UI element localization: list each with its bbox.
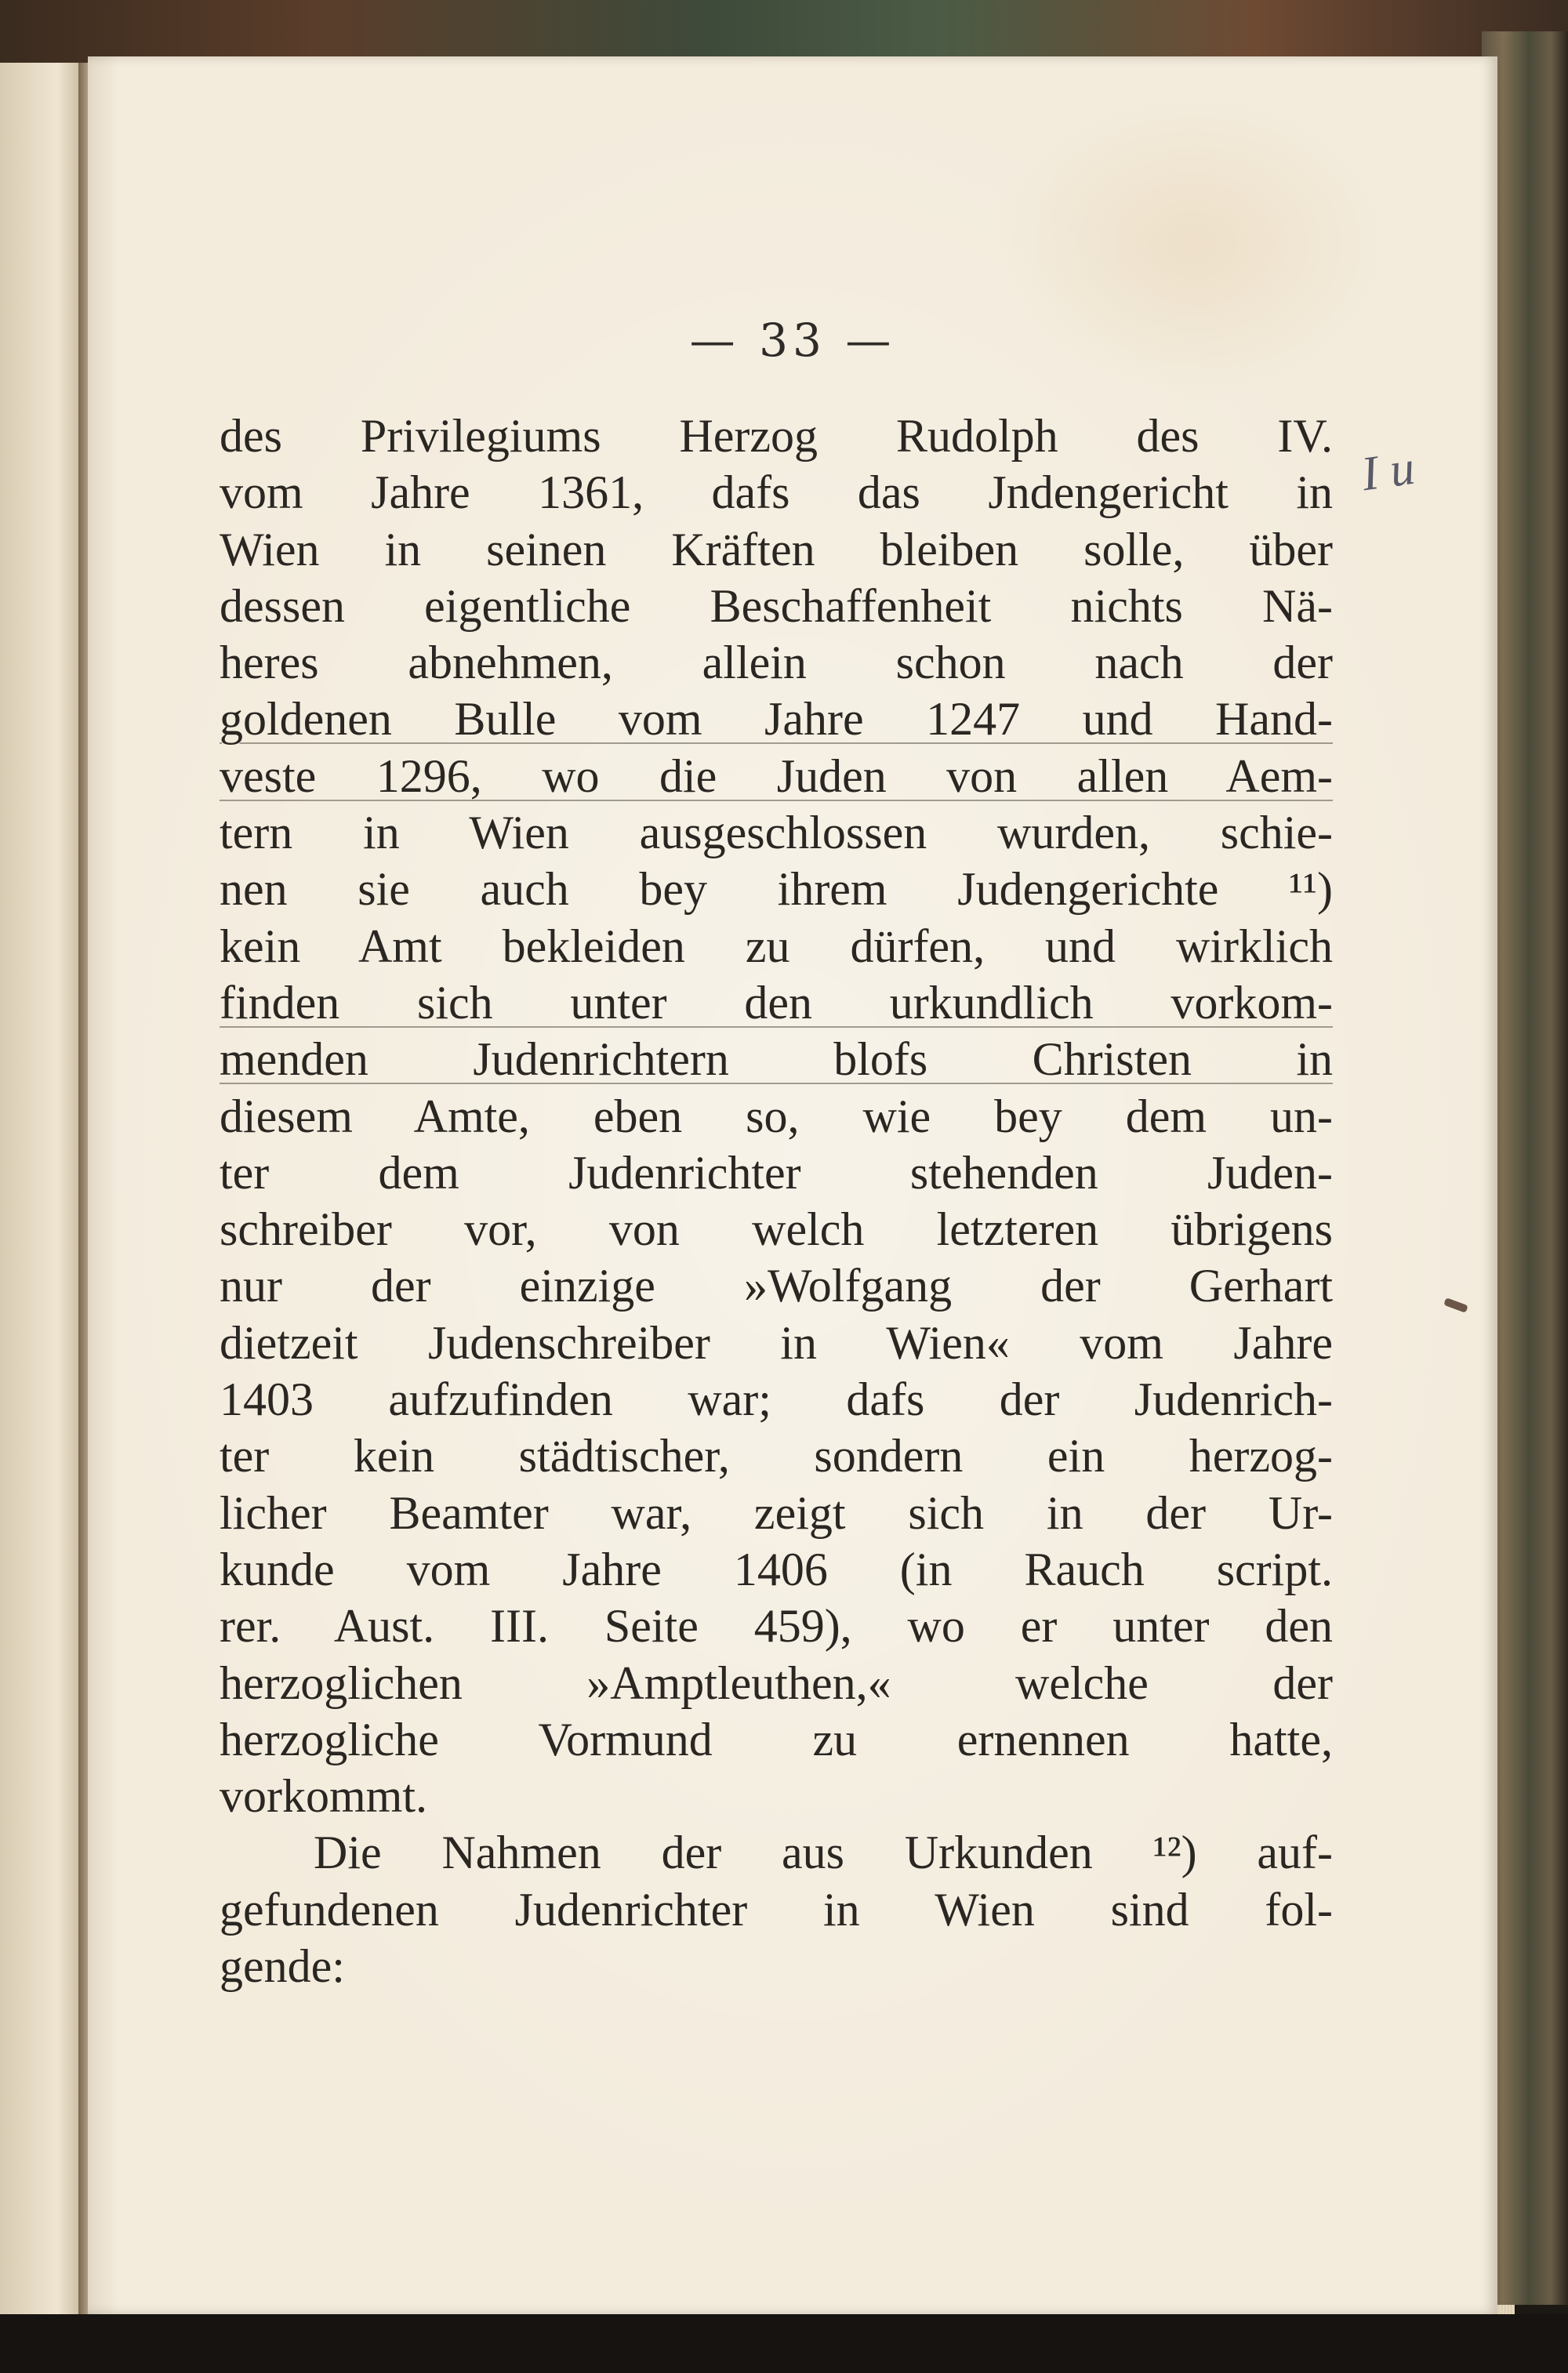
text-line: rer. Aust. III. Seite 459), wo er unter den [220, 1600, 1333, 1653]
text-line: nur der einzige »Wolfgang der Gerhart [220, 1260, 1333, 1312]
margin-pencil-mark [1443, 1297, 1468, 1313]
text-line: diesem Amte, eben so, wie bey dem un- [220, 1090, 1333, 1142]
text-line-underlined: goldenen Bulle vom Jahre 1247 und Hand- [220, 693, 1333, 746]
text-line: ter kein städtischer, sondern ein herzog- [220, 1430, 1333, 1482]
text-line-underlined: menden Judenrichtern blofs Christen in [220, 1033, 1333, 1086]
text-line: ter dem Judenrichter stehenden Juden- [220, 1146, 1333, 1199]
text-line: dietzeit Judenschreiber in Wien« vom Jahre [220, 1316, 1333, 1369]
page-number: — 33 — [689, 314, 896, 367]
text-line: gende: [220, 1940, 345, 1993]
text-line-paragraph-start: Die Nahmen der aus Urkunden ¹²) auf- [314, 1827, 1333, 1879]
text-line: Wien in seinen Kräften bleiben solle, über [220, 523, 1333, 575]
text-line: licher Beamter war, zeigt sich in der Ur- [220, 1486, 1333, 1539]
text-line: gefundenen Judenrichter in Wien sind fol- [220, 1883, 1333, 1936]
text-line: kein Amt bekleiden zu dürfen, und wirklich [220, 920, 1333, 972]
text-line: kunde vom Jahre 1406 (in Rauch script. [220, 1543, 1333, 1595]
scan-background-bottom [0, 2314, 1568, 2373]
text-line: vom Jahre 1361, dafs das Jndengericht in [220, 466, 1333, 519]
text-line: heres abnehmen, allein schon nach der [220, 637, 1333, 689]
text-line-underlined: finden sich unter den urkundlich vorkom- [220, 976, 1333, 1029]
text-line: schreiber vor, von welch letzteren übrigens [220, 1203, 1333, 1256]
text-line: dessen eigentliche Beschaffenheit nichts Nä- [220, 579, 1333, 632]
text-line-underlined: veste 1296, wo die Juden von allen Aem- [220, 749, 1333, 802]
facing-page-edge [0, 63, 85, 2320]
text-line: vorkommt. [220, 1770, 427, 1823]
text-line: 1403 aufzufinden war; dafs der Judenrich- [220, 1373, 1333, 1426]
text-line: herzoglichen »Amptleuthen,« welche der [220, 1656, 1333, 1709]
book-page [88, 56, 1497, 2314]
text-line: nen sie auch bey ihrem Judengerichte ¹¹) [220, 863, 1333, 916]
text-line: tern in Wien ausgeschlossen wurden, schie- [220, 807, 1333, 859]
text-line: des Privilegiums Herzog Rudolph des IV. [220, 410, 1333, 462]
page-body-text [220, 408, 1333, 1994]
handwritten-margin-note: I u [1358, 441, 1418, 502]
text-line: herzogliche Vormund zu ernennen hatte, [220, 1713, 1333, 1765]
